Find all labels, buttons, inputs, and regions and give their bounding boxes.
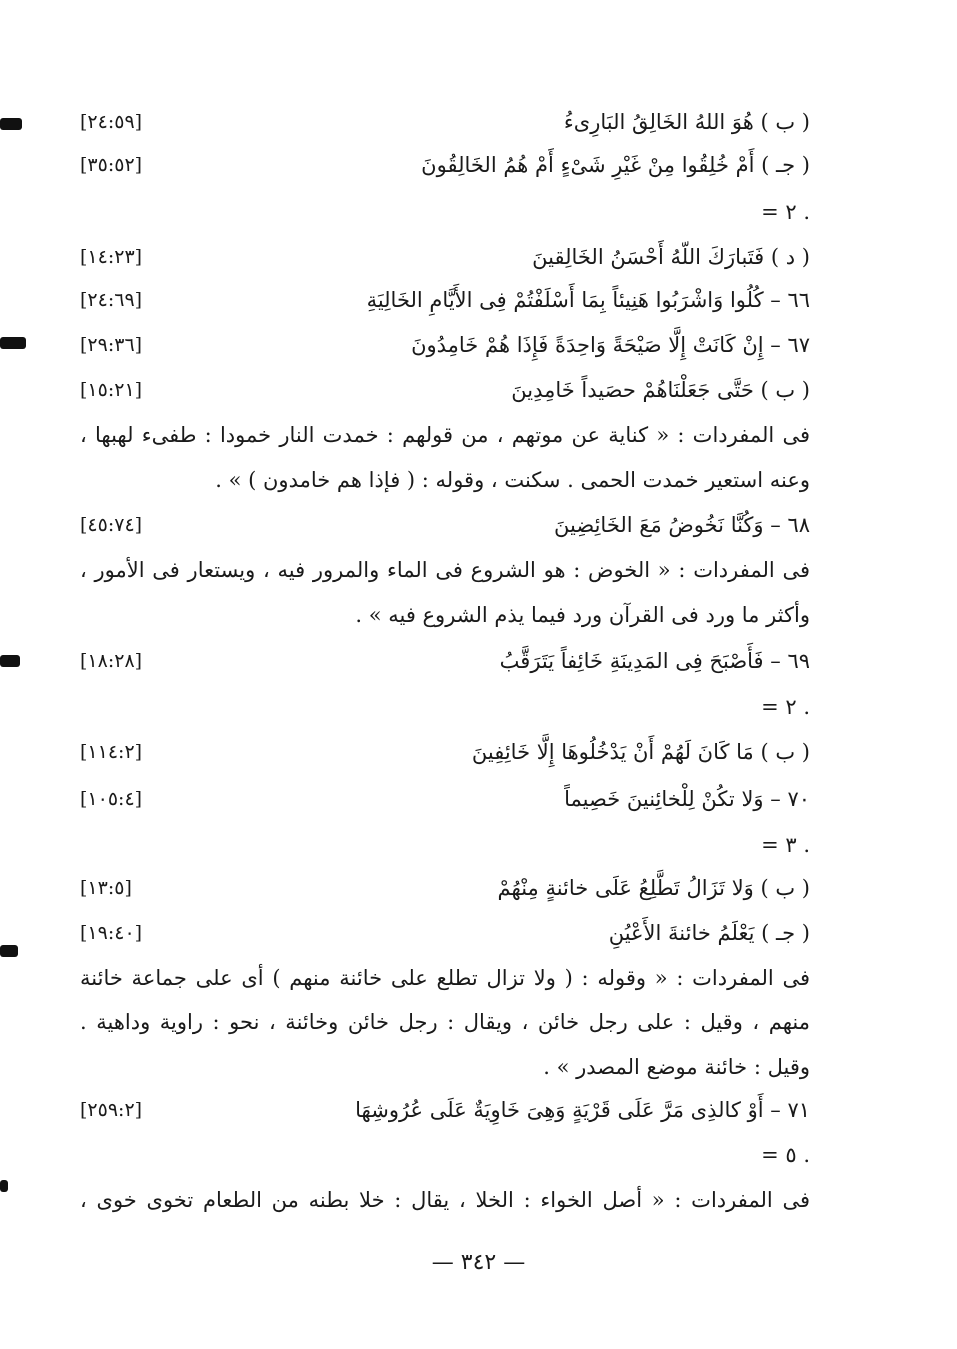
- line-text: فى المفردات : « الخوض : هو الشروع فى الماء والمرور فيه ، ويستعار فى الأمور ،: [80, 558, 810, 582]
- line-text: ٧٠ – وَلا تكُنْ لِلْخائِنينَ خَصِيماً: [564, 787, 810, 811]
- line-text: فى المفردات : « كناية عن موتهم ، من قولهم : خمدت النار خمودا : طفىء لهبها ،: [80, 423, 810, 447]
- line-text: = ٢ .: [761, 695, 810, 719]
- line-text: ( ب ) مَا كَانَ لَهُمْ أَنْ يَدْخُلُوهَا إِلَّا خَائِفِينَ: [471, 740, 810, 764]
- verse-reference: [١٩:٤٠]: [80, 922, 143, 944]
- line-text: ٦٨ – وَكُنَّا نَخُوضُ مَعَ الخَائِضِينَ: [554, 513, 810, 537]
- verse-reference: [٢٩:٣٦]: [80, 334, 143, 356]
- text-line: [80, 237, 810, 277]
- text-line: [80, 192, 810, 232]
- line-text: ٦٩ – فَأَصْبَحَ فِى المَدِينَةِ خَائِفاً يَتَرَقَّبُ: [499, 649, 810, 673]
- line-text: = ٣ .: [761, 833, 810, 857]
- text-line: [80, 1002, 810, 1042]
- text-line: [80, 779, 810, 819]
- line-text: منهم ، وقيل : على رجل خائن ، ويقال : رجل خائن وخائنة ، نحو : راوية وداهية .: [80, 1010, 810, 1034]
- text-line: [80, 550, 810, 590]
- scan-mark: [0, 118, 22, 130]
- verse-reference: [١٥:٢١]: [80, 379, 143, 401]
- line-text: وعنه استعير خمدت الحمى . سكنت ، وقوله : ( فإذا هم خامدون ) » .: [215, 468, 810, 492]
- verse-reference: [١٨:٢٨]: [80, 650, 143, 672]
- line-text: ( ب ) حَتَّى جَعَلْنَاهُمْ حصَيداً خَامِدِينَ: [511, 378, 810, 402]
- text-line: [80, 415, 810, 455]
- text-line: [80, 868, 810, 908]
- line-text: ٧١ – أَوْ كالذِى مَرَّ عَلَى قَرْيَةٍ وَهِىَ خَاوِيَةٌ عَلَى عُرُوشِهَا: [355, 1098, 810, 1122]
- text-line: [80, 687, 810, 727]
- text-line: [80, 102, 810, 142]
- text-line: [80, 913, 810, 953]
- line-text: وقيل : خائنة موضع المصدر » .: [543, 1055, 810, 1079]
- line-text: ( د ) فَتَبارَكَ اللّهُ أَحْسَنُ الخَالِقينَ: [532, 245, 810, 269]
- verse-reference: [١٣:٥]: [80, 877, 132, 899]
- line-text: = ٢ .: [761, 200, 810, 224]
- line-text: وأكثر ما ورد فى القرآن ورد فيما يذم الشروع فيه » .: [355, 603, 810, 627]
- text-line: [80, 280, 810, 320]
- text-line: [80, 145, 810, 185]
- verse-reference: [٢٤:٦٩]: [80, 289, 143, 311]
- scan-mark: [0, 945, 18, 957]
- text-line: [80, 370, 810, 410]
- text-line: [80, 1135, 810, 1175]
- line-text: ( ب ) هُوَ اللهُ الخَالِقُ البَارِىءُ: [563, 110, 810, 134]
- text-line: [80, 958, 810, 998]
- scan-mark: [0, 655, 20, 667]
- verse-reference: [١٤:٢٣]: [80, 246, 143, 268]
- line-text: فى المفردات : « أصل الخواء : الخلا ، يقال : خلا بطنه من الطعام تخوى خوى ،: [80, 1188, 810, 1212]
- line-text: ( جـ ) يَعْلَمُ خائنةَ الأَعْيُنِ: [608, 921, 810, 945]
- line-text: = ٥ .: [761, 1143, 810, 1167]
- verse-reference: [٤٥:٧٤]: [80, 514, 143, 536]
- line-text: ٦٦ – كُلُوا وَاشْرَبُوا هَنِيئاً بِمَا أَسْلَفْتُمْ فِى الأَيَّامِ الخَالِيَةِ: [366, 288, 810, 312]
- text-line: [80, 460, 810, 500]
- line-text: ( ب ) وَلا تَزَالُ تَطَّلِعُ عَلَى خائنةٍ مِنْهُمْ: [497, 876, 810, 900]
- verse-reference: [٣٥:٥٢]: [80, 154, 143, 176]
- text-line: [80, 505, 810, 545]
- text-line: [80, 1180, 810, 1220]
- scan-mark: [0, 337, 26, 349]
- line-text: ( جـ ) أَمْ خُلِقُوا مِنْ غَيْرِ شَىْءٍ أَمْ هُمُ الخَالِقُونَ: [421, 153, 810, 177]
- text-line: [80, 325, 810, 365]
- text-line: [80, 825, 810, 865]
- scan-mark: [0, 1180, 8, 1192]
- verse-reference: [٢٥٩:٢]: [80, 1099, 143, 1121]
- text-line: [80, 595, 810, 635]
- page-number: — ٣٤٢ —: [431, 1250, 526, 1275]
- verse-reference: [١٠٥:٤]: [80, 788, 143, 810]
- line-text: ٦٧ – إِنْ كَانَتْ إِلَّا صَيْحَةً وَاحِدَةً فَإِذَا هُمْ خَامِدُونَ: [411, 333, 810, 357]
- text-line: [80, 1047, 810, 1087]
- text-line: [80, 1090, 810, 1130]
- text-line: [80, 641, 810, 681]
- text-line: [80, 732, 810, 772]
- line-text: فى المفردات : « وقوله : ( ولا تزال تطلع على خائنة منهم ) أى على جماعة خائنة: [80, 966, 810, 990]
- verse-reference: [٢٤:٥٩]: [80, 111, 143, 133]
- verse-reference: [١١٤:٢]: [80, 741, 143, 763]
